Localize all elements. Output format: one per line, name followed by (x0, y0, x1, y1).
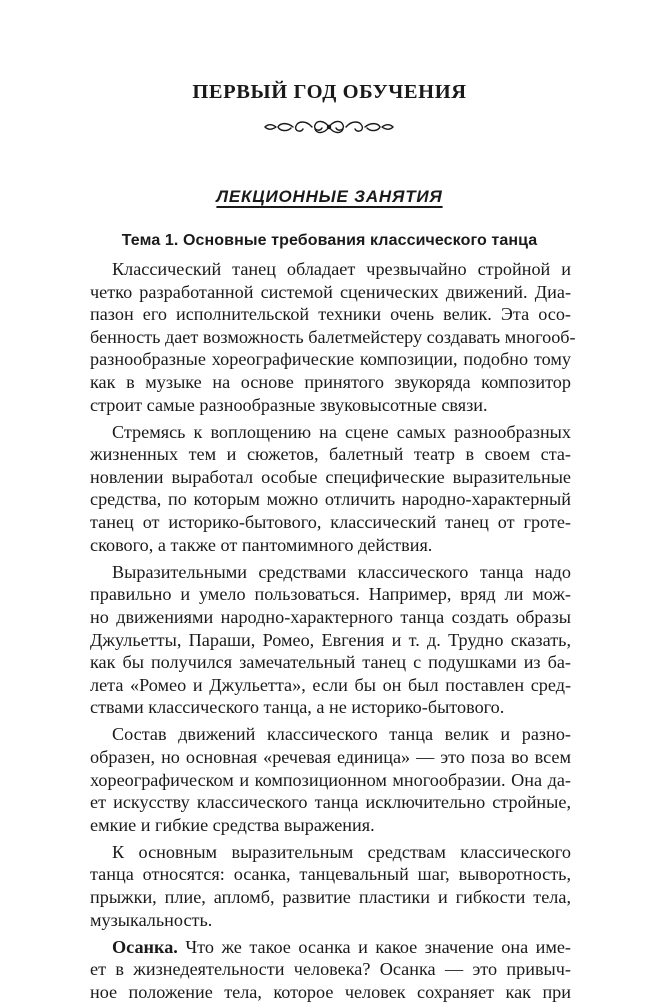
text-line: четко разработанной системой сценических движений. Диа- (90, 281, 571, 302)
topic-title: Тема 1. Основные требования классического танца (121, 232, 538, 249)
section-title: ЛЕКЦИОННЫЕ ЗАНЯТИЯ (216, 187, 443, 206)
text-line: Состав движений классического танца велик и разно- (112, 724, 571, 745)
paragraph (90, 561, 571, 719)
paragraph (90, 421, 571, 557)
text-line: новлении выработал особые специфические выразительные (90, 466, 571, 487)
text-line (90, 936, 571, 959)
text-line: хореографическом и композиционном многообразии. Она да- (90, 769, 571, 790)
text-line: ет в жизнедеятельности человека? Осанка — это привыч- (90, 959, 571, 980)
paragraph (90, 841, 571, 931)
text-line: пазон его исполнительской техники очень велик. Эта осо- (90, 304, 571, 325)
text-line: ное положение тела, которое человек сохраняет как при (90, 981, 571, 1002)
text-line: скового, а также от пантомимного действия. (90, 534, 433, 555)
text-line: прыжки, плие, апломб, развитие пластики и гибкости тела, (90, 887, 571, 908)
text-line: разнообразные хореографические композиции, подобно тому (90, 349, 571, 370)
text-line: К основным выразительным средствам классического (112, 841, 571, 862)
text-line: строит самые разнообразные звуковысотные связи. (90, 394, 488, 415)
text-line: емкие и гибкие средства выражения. (90, 814, 375, 835)
text-line-rest: Что же такое осанка и какое значение она име- (177, 936, 571, 957)
text-line: бенность дает возможность балетмейстеру создавать многооб- (90, 326, 576, 347)
text-line: Выразительными средствами классического танца надо (112, 561, 571, 582)
paragraph (90, 723, 571, 836)
text-line: средства, по которым можно отличить народно-характерный (90, 489, 571, 510)
text-line: ет искусству классического танца исключительно стройные, (90, 792, 571, 813)
text-line: как бы получился замечательный танец с подушками из ба- (90, 652, 571, 673)
paragraph (90, 936, 571, 1004)
text-line: танец от историко-бытового, классический танец от гроте- (90, 512, 571, 533)
chapter-title: ПЕРВЫЙ ГОД ОБУЧЕНИЯ (192, 81, 467, 103)
text-line: ствами классического танца, а не историко-бытового. (90, 697, 505, 718)
text-line: Классический танец обладает чрезвычайно стройной и (112, 259, 571, 279)
text-line: лета «Ромео и Джульетта», если бы он был поставлен сред- (90, 674, 571, 695)
text-line: жизненных тем и сюжетов, балетный театр в своем ста- (90, 444, 571, 465)
text-line: как в музыке на основе принятого звукоряда композитор (90, 371, 571, 392)
paragraph (90, 258, 576, 416)
paragraph-lead: Осанка. (112, 936, 178, 957)
text-line: образен, но основная «речевая единица» — это поза во всем (90, 746, 571, 767)
text-line: Джульетты, Параши, Ромео, Евгения и т. д. Трудно сказать, (90, 629, 571, 650)
text-line: музыкальность. (90, 909, 213, 930)
body-text (90, 258, 576, 1008)
text-line: танца относятся: осанка, танцевальный шаг, выворотность, (90, 864, 571, 885)
text-line: но движениями народно-характерного танца создать образы (90, 606, 571, 627)
text-line: Стремясь к воплощению на сцене самых разнообразных (112, 421, 571, 442)
text-line: правильно и умело пользоваться. Например, вряд ли мож- (90, 584, 571, 605)
ornament-divider-icon (262, 116, 396, 138)
